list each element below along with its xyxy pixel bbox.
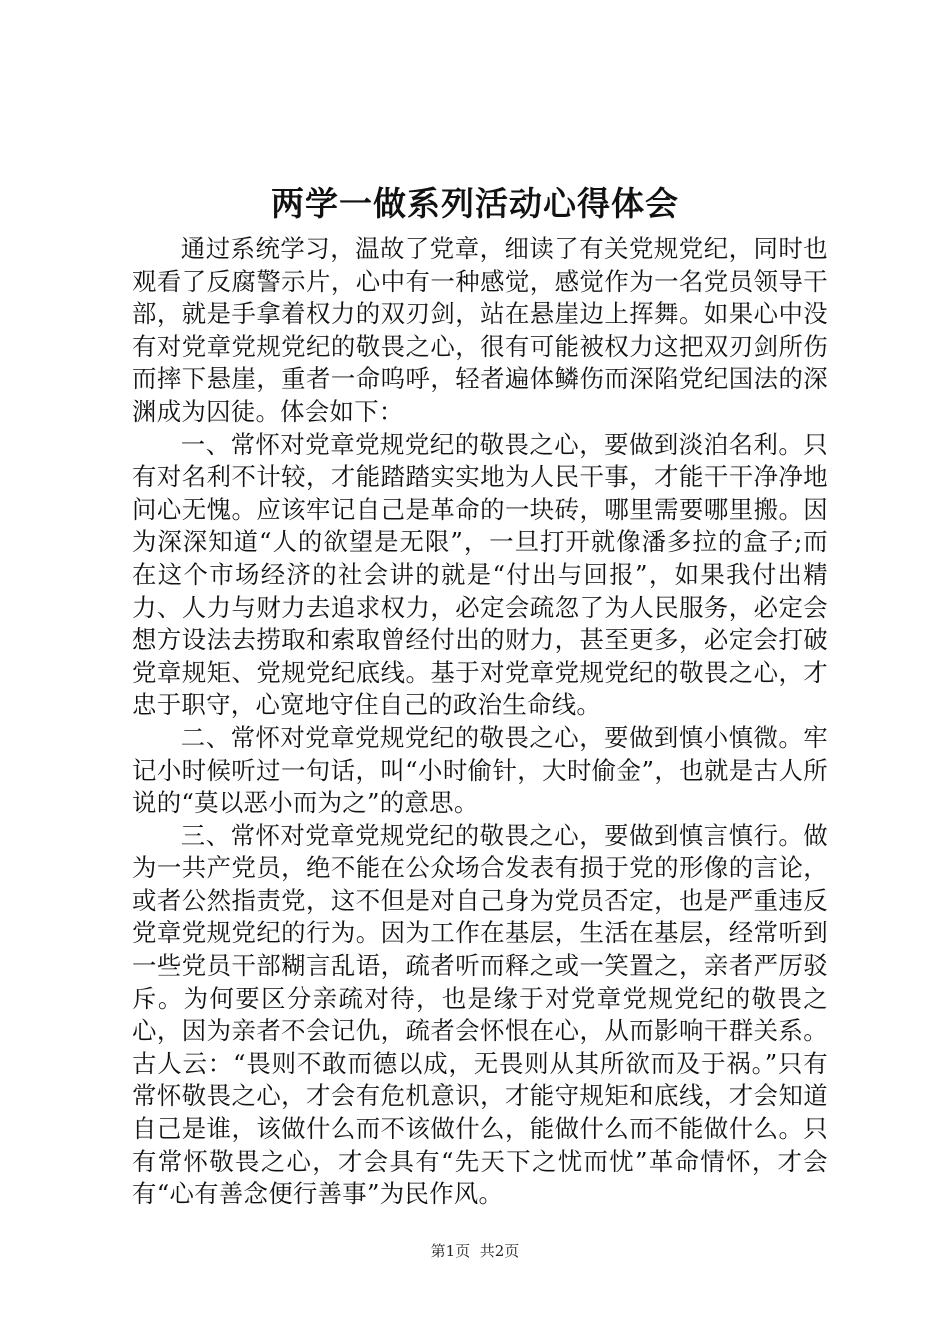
page-number: 第1页 bbox=[430, 1242, 471, 1260]
paragraph-point-1: 一、常怀对党章党规党纪的敬畏之心，要做到淡泊名利。只有对名利不计较，才能踏踏实实地为人民干事，才能干干净净地问心无愧。应该牢记自己是革命的一块砖，哪里需要哪里搬。因为深深知道“人的欲望是无限”，一旦打开就像潘多拉的盒子;而在这个市场经济的社会讲的就是“付出与回报”，如果我付出精力、人力与财力去追求权力，必定会疏忽了为人民服务，必定会想方设法去捞取和索取曾经付出的财力，甚至更多，必定会打破党章规矩、党规党纪底线。基于对党章党规党纪的敬畏之心，才忠于职守，心宽地守住自己的政治生命线。 bbox=[132, 429, 828, 720]
paragraph-point-3: 三、常怀对党章党规党纪的敬畏之心，要做到慎言慎行。做为一共产党员，绝不能在公众场合发表有损于党的形像的言论，或者公然指责党，这不但是对自己身为党员否定，也是严重违反党章党规党纪的行为。因为工作在基层，生活在基层，经常听到一些党员干部糊言乱语，疏者听而释之或一笑置之，亲者严厉驳斥。为何要区分亲疏对待，也是缘于对党章党规党纪的敬畏之心，因为亲者不会记仇，疏者会怀恨在心，从而影响干群关系。古人云：“畏则不敢而德以成，无畏则从其所欲而及于祸。”只有常怀敬畏之心，才会有危机意识，才能守规矩和底线，才会知道自己是谁，该做什么而不该做什么，能做什么而不能做什么。只有常怀敬畏之心，才会具有“先天下之忧而忧”革命情怀，才会有“心有善念便行善事”为民作风。 bbox=[132, 820, 828, 1209]
paragraph-point-2: 二、常怀对党章党规党纪的敬畏之心，要做到慎小慎微。牢记小时候听过一句话，叫“小时偷针，大时偷金”，也就是古人所说的“莫以恶小而为之”的意思。 bbox=[132, 722, 828, 818]
document-body bbox=[132, 233, 828, 1211]
page-footer bbox=[0, 1241, 950, 1261]
page-total: 共2页 bbox=[479, 1242, 520, 1260]
paragraph-intro: 通过系统学习，温故了党章，细读了有关党规党纪，同时也观看了反腐警示片，心中有一种感觉，感觉作为一名党员领导干部，就是手拿着权力的双刃剑，站在悬崖边上挥舞。如果心中没有对党章党规党纪的敬畏之心，很有可能被权力这把双刃剑所伤而摔下悬崖，重者一命呜呼，轻者遍体鳞伤而深陷党纪国法的深渊成为囚徒。体会如下： bbox=[132, 234, 828, 426]
document-title: 两学一做系列活动心得体会 bbox=[271, 184, 679, 223]
footer-separator bbox=[470, 1242, 480, 1260]
